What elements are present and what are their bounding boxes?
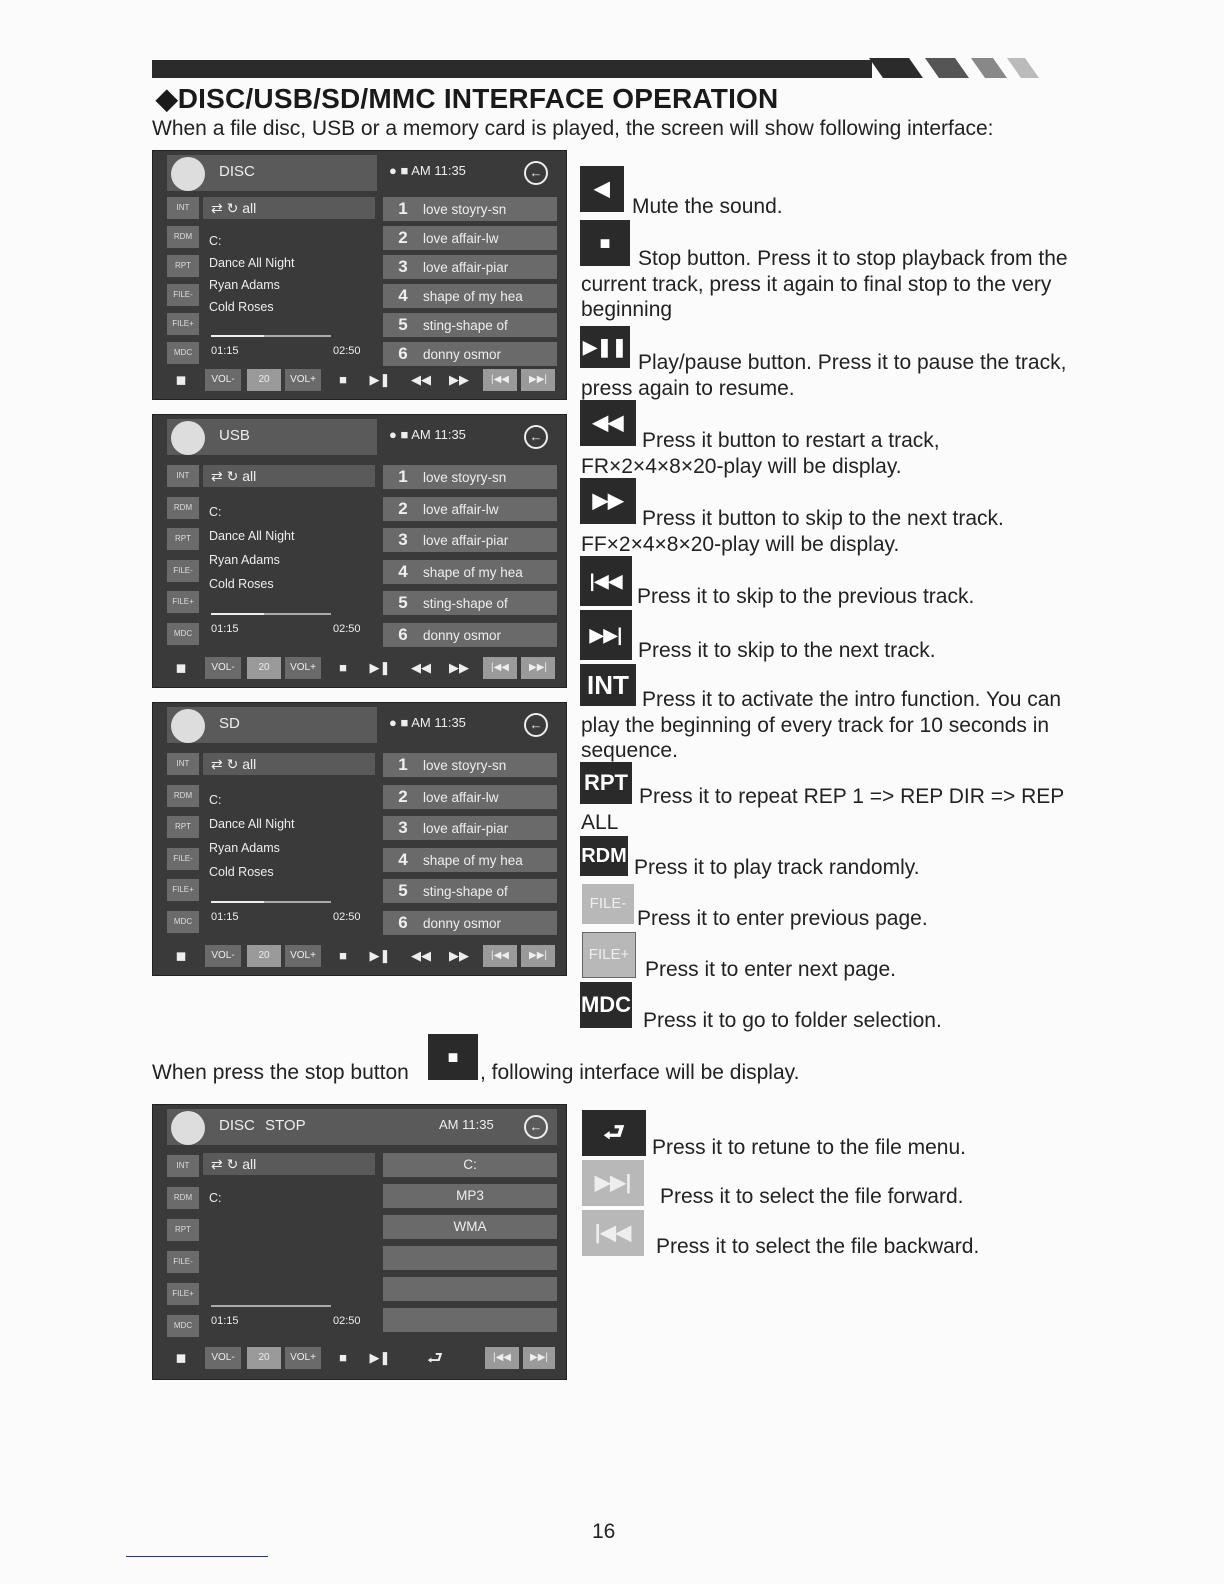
track-row[interactable] [383,313,557,337]
file-plus-desc: Press it to enter next page. [645,958,896,981]
elapsed-time: 01:15 [211,623,239,635]
progress-bar[interactable] [211,335,331,337]
rpt-desc-2: ALL [581,811,619,834]
album-label: Cold Roses [209,576,274,591]
file-list-row[interactable] [383,1277,557,1301]
album-label: Cold Roses [209,300,274,314]
play-pause-icon: ▶❚❚ [580,326,630,368]
stop-desc-3: beginning [581,298,673,321]
prev-track-icon[interactable]: |◀◀ [483,945,517,967]
control-bar [167,1347,557,1371]
vol-plus-button[interactable]: VOL+ [285,657,321,679]
back-icon[interactable]: ← [524,1115,548,1139]
total-time: 02:50 [333,623,361,635]
volume-value: 20 [247,945,281,967]
file-minus-icon: FILE- [582,884,634,924]
song-label: Dance All Night [209,256,295,270]
track-number: 5 [398,881,408,900]
playback-screen [152,702,567,976]
song-label: Dance All Night [209,816,295,831]
ff-desc-2: FF×2×4×8×20-play will be display. [581,533,900,556]
backward-desc: Press it to select the file backward. [656,1235,980,1258]
track-row[interactable] [383,226,557,250]
stop-icon[interactable]: ■ [339,372,347,387]
track-name: sting-shape of [423,596,508,611]
return-desc: Press it to retune to the file menu. [652,1136,966,1159]
artist-label: Ryan Adams [209,278,280,292]
stop-sentence-after: , following interface will be display. [480,1061,800,1084]
track-name: love stoyry-sn [423,470,507,485]
track-name: love stoyry-sn [423,202,507,217]
source-icon [171,709,205,743]
stop-icon: ■ [428,1034,478,1080]
volume-value: 20 [247,1347,281,1369]
shuffle-repeat-row[interactable]: ⇄ ↻ all [203,1153,375,1175]
source-label: DISC [219,1117,255,1134]
track-row[interactable] [383,911,557,935]
side-button[interactable]: FILE+ [167,313,199,335]
clock: AM 11:35 [439,1117,494,1132]
side-button[interactable]: FILE- [167,284,199,306]
track-name: love affair-lw [423,501,499,517]
vol-minus-button[interactable]: VOL- [205,945,241,967]
rewind-icon[interactable]: ◀◀ [411,372,431,387]
fast-forward-icon: ▶▶ [580,478,636,524]
track-name: shape of my hea [423,289,523,304]
side-button[interactable]: RDM [167,497,199,519]
stop-icon[interactable]: ■ [339,1350,347,1365]
file-list-row[interactable]: MP3 [383,1184,557,1208]
rdm-desc: Press it to play track randomly. [634,856,920,879]
next-track-icon[interactable]: ▶▶| [523,1347,555,1369]
play-pause-icon[interactable]: ▶❚ [369,948,391,963]
track-number: 2 [398,498,408,518]
track-name: love affair-lw [423,789,499,805]
file-list-row[interactable] [383,1246,557,1270]
elapsed-time: 01:15 [211,911,239,923]
track-number: 6 [398,912,408,932]
int-desc-1: Press it to activate the intro function. You can [642,688,1062,711]
track-row[interactable] [383,785,557,809]
progress-fill [211,901,264,903]
next-track-icon[interactable]: ▶▶| [521,369,555,391]
track-row[interactable] [383,497,557,521]
track-number: 5 [398,593,408,612]
mute-icon[interactable]: ◼ [175,1350,187,1365]
vol-minus-button[interactable]: VOL- [205,369,241,391]
int-desc-3: sequence. [581,739,678,762]
track-row[interactable] [383,816,557,840]
track-name: love affair-piar [423,260,509,275]
stop-icon[interactable]: ■ [339,660,347,675]
track-number: 3 [398,818,408,837]
header-bar [152,60,872,78]
mute-icon[interactable]: ◼ [175,372,187,387]
side-button[interactable]: FILE- [167,1251,199,1273]
track-name: love stoyry-sn [423,758,507,773]
file-plus-icon: FILE+ [582,932,636,978]
stop-screen [152,1104,567,1380]
header-stripe [925,58,969,78]
side-button[interactable]: FILE- [167,848,199,870]
side-button[interactable]: RPT [167,816,199,838]
rdm-icon: RDM [580,836,628,876]
rewind-icon: ◀◀ [580,400,636,446]
track-row[interactable] [383,465,557,489]
side-button[interactable]: INT [167,465,199,487]
track-row[interactable] [383,342,557,366]
track-number: 2 [398,228,408,247]
progress-bar[interactable] [211,901,331,903]
play-desc-1: Play/pause button. Press it to pause the track, [638,351,1067,374]
file-forward-icon: ▶▶| [582,1160,644,1206]
track-number: 4 [398,561,408,581]
prev-track-icon[interactable]: |◀◀ [485,1347,519,1369]
artist-label: Ryan Adams [209,552,280,567]
shuffle-repeat-row[interactable]: ⇄ ↻ all [203,465,375,487]
return-icon[interactable]: ⮐ [426,1348,444,1368]
prev-track-icon: |◀◀ [580,556,632,606]
vol-plus-button[interactable]: VOL+ [285,945,321,967]
folder-label: C: [209,234,222,248]
clock: ● ■ AM 11:35 [389,715,466,730]
stop-icon: ■ [580,220,630,266]
track-number: 5 [398,315,408,334]
track-number: 4 [398,849,408,869]
total-time: 02:50 [333,345,361,357]
track-row[interactable] [383,623,557,647]
side-button[interactable]: INT [167,753,199,775]
volume-value: 20 [247,369,281,391]
play-desc-2: press again to resume. [581,377,795,400]
rpt-icon: RPT [580,762,632,804]
side-button[interactable]: INT [167,197,199,219]
track-number: 6 [398,344,408,363]
stop-desc-1: Stop button. Press it to stop playback from the [638,247,1068,270]
side-button[interactable]: RDM [167,785,199,807]
play-pause-icon[interactable]: ▶❚ [369,1350,391,1365]
fast-forward-icon[interactable]: ▶▶ [449,660,469,675]
side-button[interactable]: FILE+ [167,1283,199,1305]
prev-desc: Press it to skip to the previous track. [637,585,975,608]
artist-label: Ryan Adams [209,840,280,855]
return-icon: ⮐ [582,1110,646,1156]
folder-label: C: [209,792,222,807]
rpt-desc-1: Press it to repeat REP 1 => REP DIR => REP [639,785,1065,808]
playback-screen [152,150,567,400]
track-name: donny osmor [423,347,502,362]
mdc-icon: MDC [580,982,632,1028]
track-number: 6 [398,624,408,644]
vol-minus-button[interactable]: VOL- [205,657,241,679]
page-number: 16 [592,1520,616,1543]
song-label: Dance All Night [209,528,295,543]
side-button[interactable]: INT [167,1155,199,1177]
track-name: love affair-lw [423,231,499,246]
side-button[interactable]: FILE+ [167,591,199,613]
track-number: 1 [398,467,408,486]
int-icon: INT [580,664,636,706]
folder-label: C: [209,1191,222,1205]
source-label: USB [219,427,250,444]
file-minus-desc: Press it to enter previous page. [637,907,928,930]
track-row[interactable] [383,197,557,221]
album-label: Cold Roses [209,864,274,879]
side-button[interactable]: RDM [167,1187,199,1209]
shuffle-repeat-row[interactable]: ⇄ ↻ all [203,753,375,775]
progress-bar[interactable] [211,613,331,615]
track-name: shape of my hea [423,852,523,868]
mute-icon[interactable]: ◼ [175,948,187,963]
mute-icon[interactable]: ◼ [175,660,187,675]
control-bar [167,657,557,681]
ff-desc-1: Press it button to skip to the next track. [642,507,1004,530]
side-button[interactable]: RPT [167,528,199,550]
side-button[interactable]: RDM [167,226,199,248]
vol-plus-button[interactable]: VOL+ [285,369,321,391]
track-row[interactable] [383,560,557,584]
stop-state-label: STOP [265,1117,306,1134]
stop-icon[interactable]: ■ [339,948,347,963]
track-row[interactable] [383,528,557,552]
next-track-icon[interactable]: ▶▶| [521,945,555,967]
track-row[interactable] [383,848,557,872]
side-button[interactable]: RPT [167,255,199,277]
track-number: 4 [398,286,408,305]
track-name: donny osmor [423,915,502,931]
track-number: 2 [398,786,408,806]
clock: ● ■ AM 11:35 [389,163,466,178]
fr-desc-1: Press it button to restart a track, [642,429,940,452]
disc-icon [171,1111,205,1145]
track-name: sting-shape of [423,884,508,899]
header-stripe [1007,58,1039,78]
source-label: DISC [219,163,255,180]
side-button[interactable]: FILE+ [167,879,199,901]
track-row[interactable] [383,879,557,903]
next-desc: Press it to skip to the next track. [638,639,936,662]
side-button[interactable]: RPT [167,1219,199,1241]
progress-fill [211,613,264,615]
vol-plus-button[interactable]: VOL+ [285,1347,321,1369]
control-bar [167,369,557,393]
track-name: love affair-piar [423,533,509,548]
mdc-desc: Press it to go to folder selection. [643,1009,942,1032]
shuffle-repeat-row[interactable]: ⇄ ↻ all [203,197,375,219]
total-time: 02:50 [333,911,361,923]
underline [126,1556,268,1557]
vol-minus-button[interactable]: VOL- [205,1347,241,1369]
source-icon [171,157,205,191]
track-name: sting-shape of [423,318,508,333]
back-icon[interactable]: ← [524,713,548,737]
side-button[interactable]: FILE- [167,560,199,582]
track-row[interactable] [383,591,557,615]
file-list-row[interactable]: C: [383,1153,557,1177]
side-button[interactable]: MDC [167,623,199,645]
next-track-icon[interactable]: ▶▶| [521,657,555,679]
volume-value: 20 [247,657,281,679]
elapsed-time: 01:15 [211,345,239,357]
file-list-row[interactable]: WMA [383,1215,557,1239]
elapsed-time: 01:15 [211,1315,239,1327]
stop-sentence-before: When press the stop button [152,1061,409,1084]
progress-bar[interactable] [211,1305,331,1307]
back-icon[interactable]: ← [524,161,548,185]
control-bar [167,945,557,969]
source-label: SD [219,715,240,732]
next-track-icon: ▶▶| [580,610,632,660]
section-title: ◆DISC/USB/SD/MMC INTERFACE OPERATION [156,83,779,114]
forward-desc: Press it to select the file forward. [660,1185,964,1208]
fr-desc-2: FR×2×4×8×20-play will be display. [581,455,902,478]
track-name: shape of my hea [423,564,523,580]
back-icon[interactable]: ← [524,425,548,449]
track-row[interactable] [383,284,557,308]
track-number: 3 [398,257,408,276]
side-button[interactable]: MDC [167,1315,199,1337]
track-name: love affair-piar [423,821,509,836]
track-name: donny osmor [423,627,502,643]
track-number: 3 [398,530,408,549]
rewind-icon[interactable]: ◀◀ [411,948,431,963]
rewind-icon[interactable]: ◀◀ [411,660,431,675]
intro-text: When a file disc, USB or a memory card is played, the screen will show following interface: [152,117,994,140]
play-pause-icon[interactable]: ▶❚ [369,660,391,675]
clock: ● ■ AM 11:35 [389,427,466,442]
side-button[interactable]: MDC [167,911,199,933]
int-desc-2: play the beginning of every track for 10 seconds in [581,714,1050,737]
fast-forward-icon[interactable]: ▶▶ [449,372,469,387]
playback-screen [152,414,567,688]
prev-track-icon[interactable]: |◀◀ [483,657,517,679]
progress-fill [211,335,264,337]
track-number: 1 [398,755,408,774]
prev-track-icon[interactable]: |◀◀ [483,369,517,391]
file-list-row[interactable] [383,1308,557,1332]
side-button[interactable]: MDC [167,342,199,364]
track-row[interactable] [383,255,557,279]
track-number: 1 [398,199,408,218]
folder-label: C: [209,504,222,519]
track-row[interactable] [383,753,557,777]
file-backward-icon: |◀◀ [582,1210,644,1256]
fast-forward-icon[interactable]: ▶▶ [449,948,469,963]
stop-desc-2: current track, press it again to final stop to the very [581,273,1052,296]
mute-icon: ◀ [580,166,624,212]
header-stripe [971,58,1007,78]
header-stripe [869,58,923,78]
mute-desc: Mute the sound. [632,195,783,218]
source-icon [171,421,205,455]
play-pause-icon[interactable]: ▶❚ [369,372,391,387]
total-time: 02:50 [333,1315,361,1327]
